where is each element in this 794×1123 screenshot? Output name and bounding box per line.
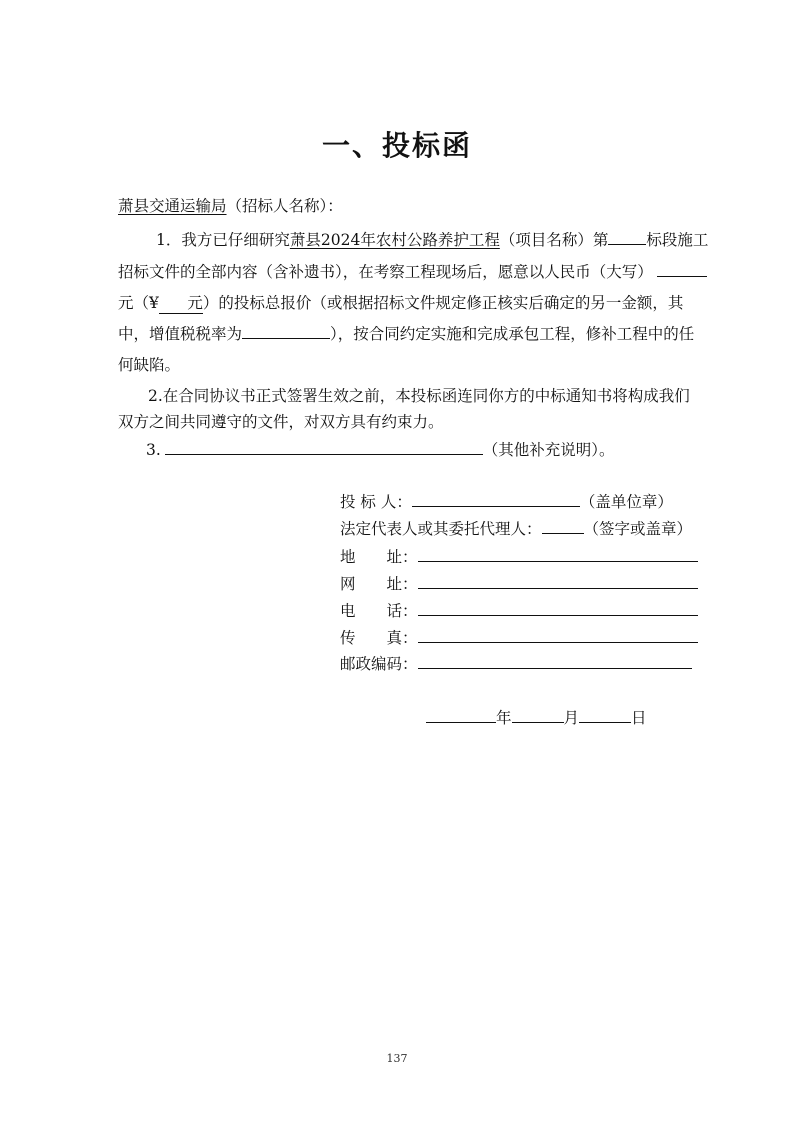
postcode-row [340, 652, 692, 674]
fax-label: 传 真： [340, 629, 418, 647]
phone-label: 电 话： [340, 602, 418, 620]
page-number: 137 [386, 1052, 408, 1065]
day-field[interactable] [579, 708, 631, 723]
section-number-blank[interactable] [608, 230, 646, 245]
para1-line1 [156, 228, 708, 250]
para1-text: 招标文件的全部内容（含补遗书），在考察工程现场后，愿意以人民币（大写） [118, 263, 653, 281]
legal-rep-row [340, 517, 692, 539]
month-label: 月 [563, 709, 580, 727]
year-label: 年 [496, 709, 512, 727]
para2-line1 [148, 384, 690, 406]
currency-unit: 元 [187, 294, 203, 312]
para3-suffix: （其他补充说明）。 [482, 441, 615, 459]
day-label: 日 [631, 709, 647, 727]
para1-line5 [118, 353, 180, 375]
website-row [340, 572, 698, 594]
para1-text: 元（¥ [118, 294, 159, 312]
addressee-suffix: （招标人名称）： [226, 197, 343, 215]
legal-rep-note: （签字或盖章） [583, 520, 693, 538]
para1-text: 1．我方已仔细研究 [156, 231, 290, 249]
legal-rep-field[interactable] [542, 519, 584, 534]
para2-text: 双方之间共同遵守的文件，对双方具有约束力。 [118, 413, 444, 431]
vat-rate-blank[interactable] [242, 324, 330, 339]
bidder-label: 投 标 人： [340, 493, 412, 511]
phone-field[interactable] [418, 601, 698, 616]
para1-text: 标段施工 [646, 231, 709, 249]
para1-line4 [118, 322, 694, 344]
other-notes-blank[interactable] [165, 440, 483, 455]
legal-rep-label: 法定代表人或其委托代理人： [340, 520, 542, 538]
para2-text: 2.在合同协议书正式签署生效之前，本投标函连同你方的中标通知书将构成我们 [148, 387, 690, 405]
bidder-row [340, 490, 673, 512]
addressee-name: 萧县交通运输局 [118, 197, 227, 215]
project-name: 萧县2024年农村公路养护工程 [289, 231, 500, 249]
website-label: 网 址： [340, 575, 418, 593]
para1-text: ），按合同约定实施和完成承包工程，修补工程中的任 [330, 325, 695, 343]
para1-line3 [118, 291, 683, 314]
amount-words-blank[interactable] [657, 262, 707, 277]
fax-field[interactable] [418, 628, 698, 643]
para3-number: 3. [146, 441, 161, 459]
fax-row [340, 626, 698, 648]
para1-line2 [118, 260, 707, 282]
website-field[interactable] [418, 574, 698, 589]
amount-figures-blank[interactable] [159, 291, 203, 314]
para1-text: （项目名称）第 [499, 231, 609, 249]
address-field[interactable] [418, 547, 698, 562]
postcode-label: 邮政编码： [340, 655, 418, 673]
bidder-field[interactable] [412, 492, 580, 507]
postcode-field[interactable] [418, 654, 692, 669]
addressee-line [118, 194, 343, 216]
para3-line [146, 438, 615, 460]
date-row [426, 706, 647, 728]
para1-text: 何缺陷。 [118, 356, 181, 374]
address-label: 地 址： [340, 548, 418, 566]
bidder-note: （盖单位章） [579, 493, 673, 511]
para2-line2 [118, 410, 444, 432]
phone-row [340, 599, 698, 621]
address-row [340, 545, 698, 567]
month-field[interactable] [512, 708, 564, 723]
para1-text: ）的投标总报价（或根据招标文件规定修正核实后确定的另一金额，其 [202, 294, 684, 312]
page-title: 一、投标函 [321, 129, 472, 162]
year-field[interactable] [426, 708, 496, 723]
para1-text: 中，增值税税率为 [118, 325, 243, 343]
